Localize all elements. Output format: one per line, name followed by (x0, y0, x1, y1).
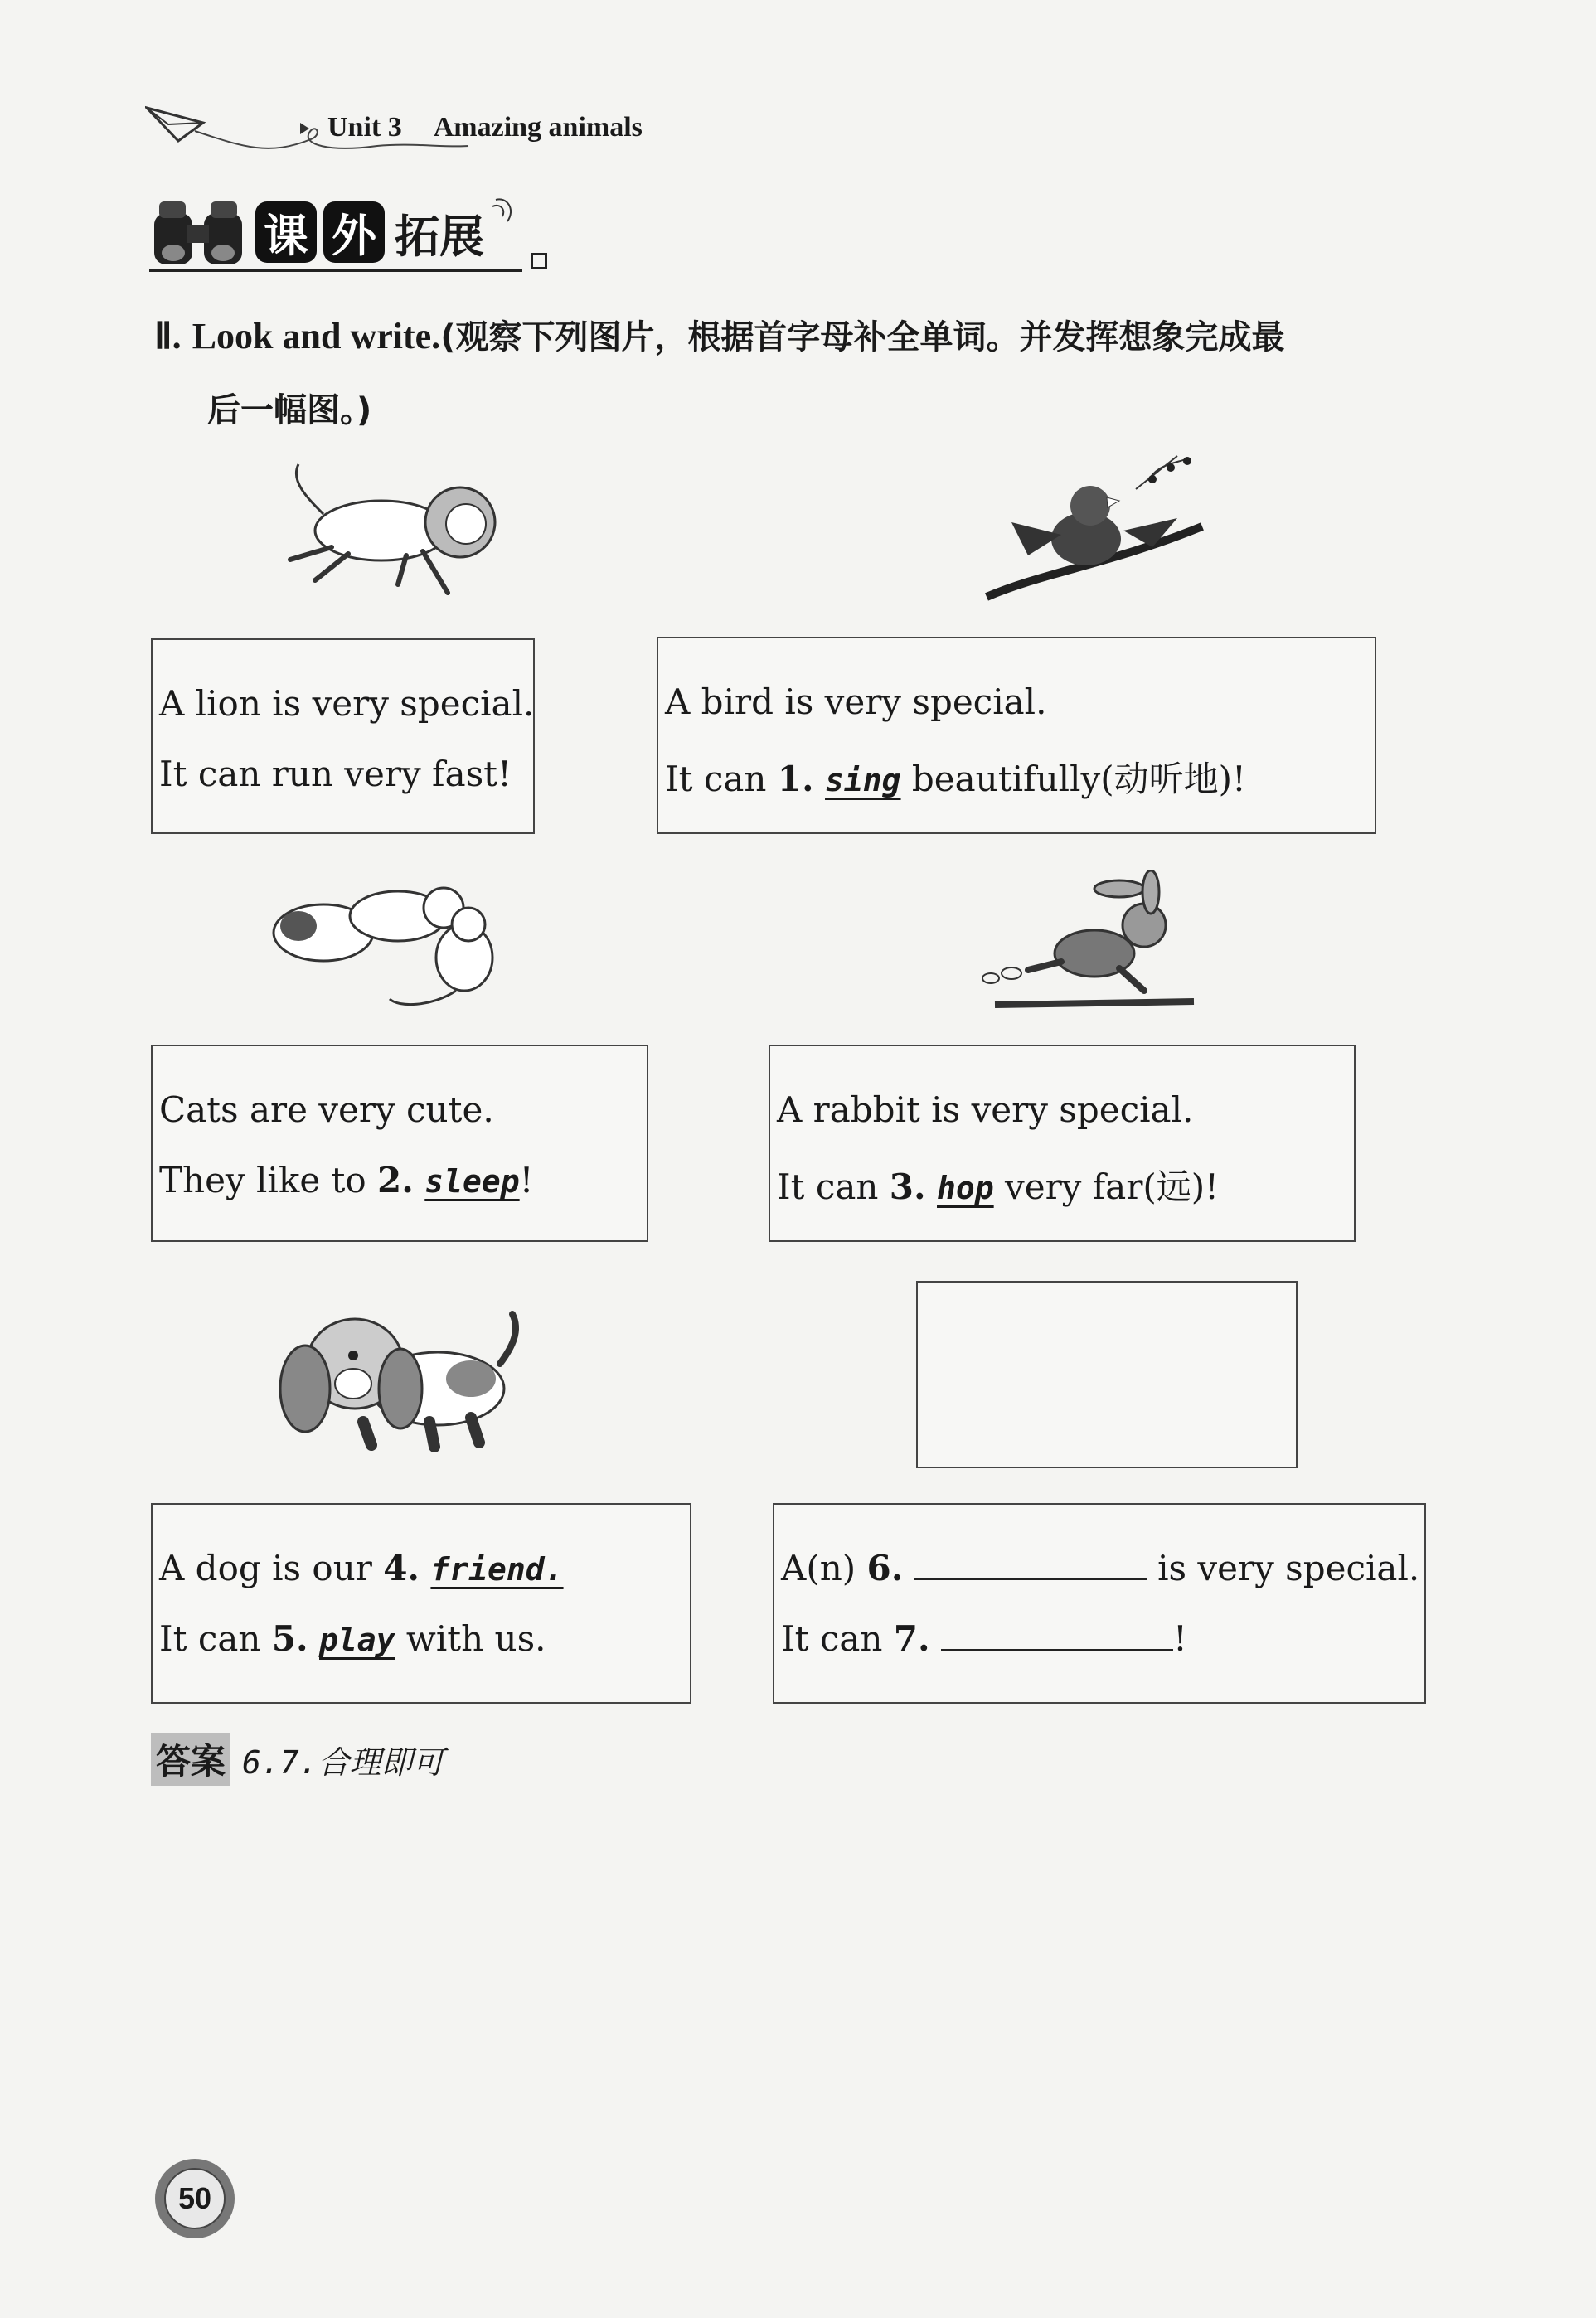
rabbit-sentence-box (769, 1045, 1356, 1242)
dog-line-1-prefix: A dog is our (159, 1548, 384, 1588)
bird-line-2 (665, 752, 1246, 802)
custom-line-1 (781, 1548, 1419, 1588)
blank-number-4: 4. (383, 1548, 420, 1588)
rabbit-line-2-prefix: It can (777, 1166, 890, 1207)
dog-line-1 (159, 1548, 564, 1588)
section-banner (149, 195, 564, 278)
lion-line-2: It can run very fast! (159, 754, 512, 794)
cats-line-2-suffix: ! (519, 1160, 534, 1200)
dog-illustration (264, 1297, 522, 1455)
cats-illustration (265, 866, 522, 1016)
bullet-triangle-icon (300, 123, 309, 134)
corner-mark-icon (531, 253, 547, 269)
page-number: 50 (177, 2181, 212, 2215)
unit-title: Amazing animals (433, 112, 643, 143)
signal-waves-icon (488, 195, 521, 228)
rabbit-line-1: A rabbit is very special. (777, 1089, 1194, 1130)
lion-sentence-box (151, 638, 535, 834)
lion-illustration (274, 448, 506, 601)
blank-number-5: 5. (271, 1618, 308, 1659)
answer-text: 6.7.合理即可 (242, 1743, 444, 1781)
custom-line-2-prefix: It can (781, 1618, 894, 1659)
blank-number-1: 1. (777, 759, 814, 799)
cats-line-1: Cats are very cute. (159, 1089, 494, 1130)
unit-number: Unit 3 (327, 112, 402, 143)
rabbit-line-2 (777, 1160, 1219, 1210)
drawing-frame[interactable] (916, 1281, 1298, 1468)
blank-number-2: 2. (377, 1160, 414, 1200)
custom-line-2-suffix: ! (1173, 1618, 1187, 1659)
answer-4[interactable]: friend. (430, 1551, 564, 1588)
cats-line-2 (159, 1160, 534, 1200)
bird-line-1: A bird is very special. (665, 681, 1047, 722)
unit-heading (327, 112, 643, 143)
custom-line-2 (781, 1618, 1187, 1659)
dog-line-2-prefix: It can (159, 1618, 272, 1659)
rabbit-illustration (978, 870, 1202, 1011)
blank-number-3: 3. (889, 1166, 926, 1207)
rabbit-line-2-suffix: very far(远)! (993, 1166, 1220, 1207)
bird-sentence-box (657, 637, 1376, 834)
dog-line-2-suffix: with us. (395, 1618, 546, 1659)
cats-line-2-prefix: They like to (159, 1160, 378, 1200)
answer-5[interactable]: play (319, 1622, 395, 1658)
banner-char-1: 课 (255, 201, 317, 263)
blank-number-6: 6. (866, 1548, 904, 1588)
blank-6-input[interactable] (914, 1549, 1147, 1580)
instruction-chinese-line2: 后一幅图。) (207, 391, 372, 429)
blank-7-input[interactable] (941, 1619, 1173, 1651)
answer-2[interactable]: sleep (424, 1163, 520, 1200)
blank-number-7: 7. (893, 1618, 930, 1659)
dog-line-2 (159, 1618, 546, 1659)
dog-sentence-box (151, 1503, 691, 1704)
answer-tag: 答案 (151, 1733, 230, 1786)
lion-line-1: A lion is very special. (159, 683, 535, 724)
answer-1[interactable]: sing (825, 762, 901, 798)
custom-line-1-prefix: A(n) (781, 1548, 867, 1588)
instruction-chinese-line1: (观察下列图片，根据首字母补全单词。并发挥想象完成最 (440, 318, 1285, 356)
banner-title: 拓展 (395, 211, 484, 263)
banner-underline (149, 269, 522, 272)
exercise-instruction (154, 300, 1481, 447)
bird-line-2-prefix: It can (665, 759, 778, 799)
cats-sentence-box (151, 1045, 648, 1242)
custom-line-1-suffix: is very special. (1146, 1548, 1420, 1588)
banner-char-2: 外 (323, 201, 385, 263)
exercise-number: Ⅱ. (154, 316, 182, 356)
bird-illustration (978, 439, 1210, 605)
answer-3[interactable]: hop (937, 1170, 994, 1206)
custom-sentence-box (773, 1503, 1426, 1704)
bird-line-2-suffix: beautifully(动听地)! (900, 759, 1246, 799)
instruction-english: Look and write. (192, 316, 441, 356)
answer-note (151, 1733, 444, 1786)
binoculars-icon (149, 195, 249, 274)
